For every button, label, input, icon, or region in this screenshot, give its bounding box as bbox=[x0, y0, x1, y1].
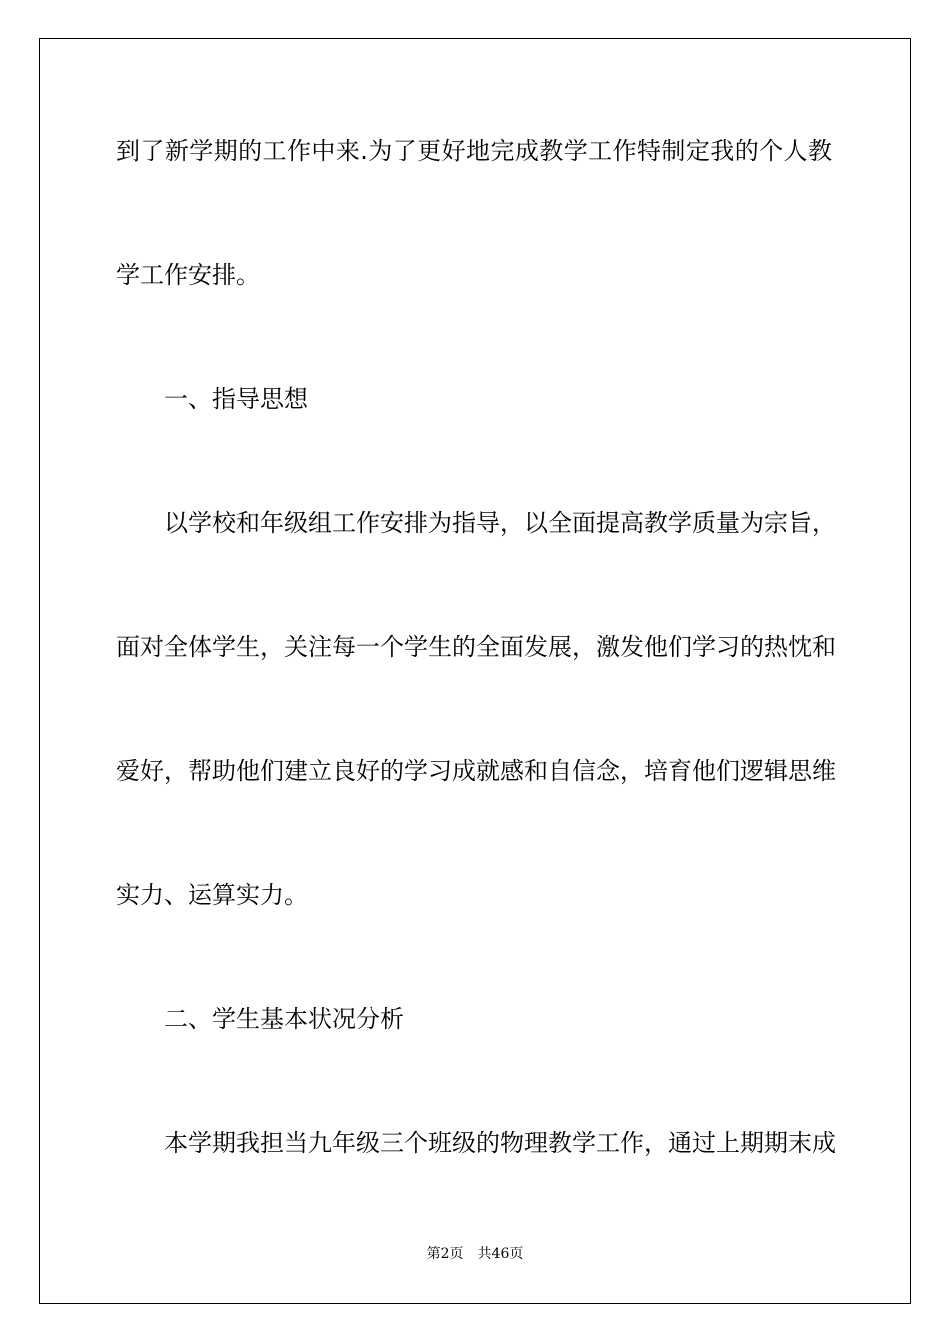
section-heading: 二、学生基本状况分析 bbox=[164, 1005, 404, 1033]
section-heading: 一、指导思想 bbox=[164, 385, 308, 413]
paragraph-line: 学工作安排。 bbox=[116, 261, 260, 289]
paragraph-line: 到了新学期的工作中来.为了更好地完成教学工作特制定我的个人教 bbox=[116, 137, 832, 165]
page-number: 第2页 bbox=[426, 1246, 464, 1262]
page-footer bbox=[0, 1245, 950, 1263]
paragraph-line: 本学期我担当九年级三个班级的物理教学工作，通过上期期末成 bbox=[164, 1129, 836, 1157]
paragraph-line: 爱好，帮助他们建立良好的学习成就感和自信念，培育他们逻辑思维 bbox=[116, 757, 836, 785]
paragraph-line: 以学校和年级组工作安排为指导，以全面提高教学质量为宗旨， bbox=[164, 509, 836, 537]
page-total: 共46页 bbox=[477, 1246, 524, 1262]
paragraph-line: 面对全体学生，关注每一个学生的全面发展，激发他们学习的热忱和 bbox=[116, 633, 836, 661]
page-border bbox=[39, 38, 911, 1304]
paragraph-line: 实力、运算实力。 bbox=[116, 881, 308, 909]
